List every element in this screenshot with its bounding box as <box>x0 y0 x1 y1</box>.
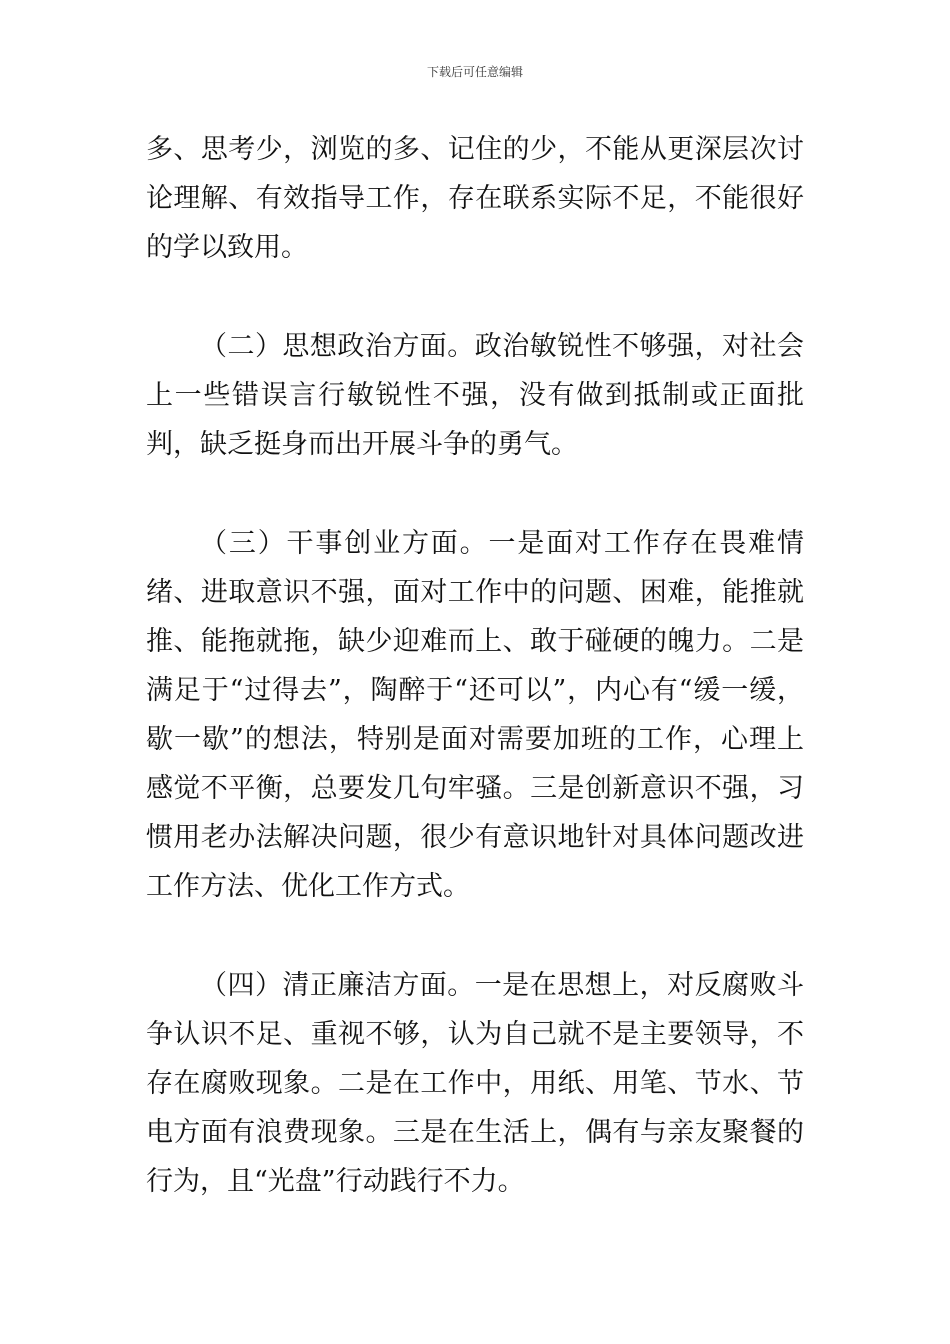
paragraph-integrity: （四）清正廉洁方面。一是在思想上，对反腐败斗争认识不足、重视不够，认为自己就不是主要领导，不存在腐败现象。二是在工作中，用纸、用笔、节水、节电方面有浪费现象。三是在生活上，偶有与亲友聚餐的行为，且“光盘”行动践行不力。 <box>146 970 804 1197</box>
document-body <box>146 125 804 1206</box>
paragraph-continuation: 多、思考少，浏览的多、记住的少，不能从更深层次讨论理解、有效指导工作，存在联系实际不足，不能很好的学以致用。 <box>146 134 804 263</box>
page-header: 下载后可任意编辑 <box>426 65 523 79</box>
paragraph-gap <box>146 911 804 961</box>
paragraph-gap <box>146 272 804 322</box>
paragraph-gap <box>146 469 804 519</box>
paragraph-entrepreneurship: （三）干事创业方面。一是面对工作存在畏难情绪、进取意识不强，面对工作中的问题、困难，能推就推、能拖就拖，缺少迎难而上、敢于碰硬的魄力。二是满足于“过得去”，陶醉于“还可以”，内心有“缓一缓，歇一歇”的想法，特别是面对需要加班的工作，心理上感觉不平衡，总要发几句牢骚。三是创新意识不强，习惯用老办法解决问题，很少有意识地针对具体问题改进工作方法、优化工作方式。 <box>146 528 804 902</box>
paragraph-political-thought: （二）思想政治方面。政治敏锐性不够强，对社会上一些错误言行敏锐性不强，没有做到抵制或正面批判，缺乏挺身而出开展斗争的勇气。 <box>146 331 804 460</box>
